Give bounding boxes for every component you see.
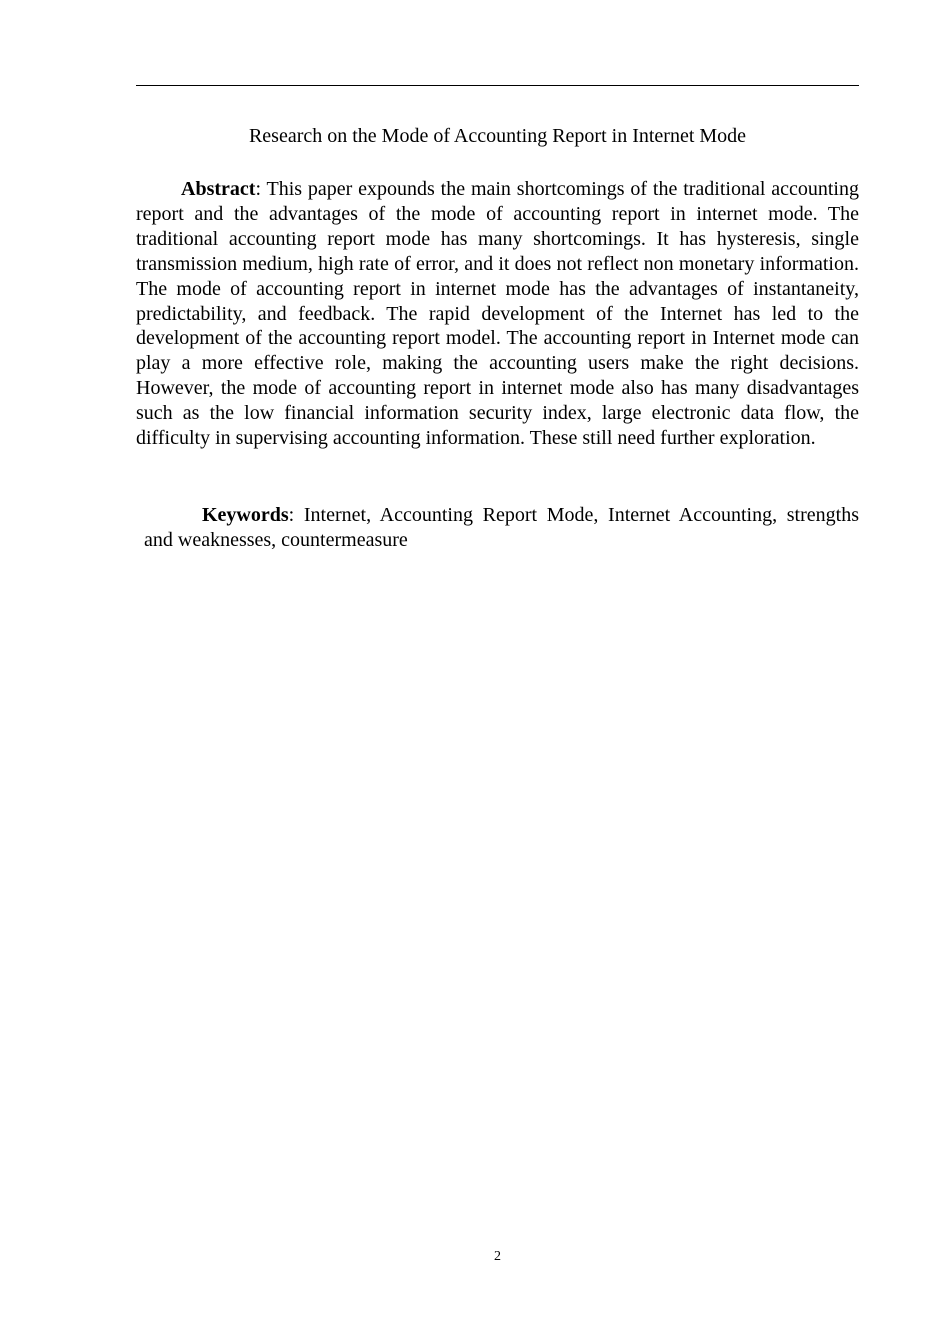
- keywords-paragraph: [144, 503, 859, 553]
- keywords-text: Internet, Accounting Report Mode, Internet Accounting, strengths and weaknesses, countermeasure: [144, 504, 859, 551]
- keywords-label: Keywords: [202, 504, 289, 526]
- paper-title: Research on the Mode of Accounting Report in Internet Mode: [248, 125, 747, 147]
- page-number: 2: [494, 1249, 501, 1264]
- abstract-paragraph: [136, 177, 859, 451]
- abstract-separator: :: [255, 178, 261, 200]
- abstract-label: Abstract: [181, 178, 256, 200]
- abstract-text: This paper expounds the main shortcomings of the traditional accounting report and the advantages of the mode of accounting report in internet mode. The traditional accounting report mode has many shortcomings. It has hysteresis, single transmission medium, high rate of error, and it does not reflect non monetary information. The mode of accounting report in internet mode has the advantages of instantaneity, predictability, and feedback. The rapid development of the Internet has led to the development of the accounting report model. The accounting report in Internet mode can play a more effective role, making the accounting users make the right decisions. However, the mode of accounting report in internet mode also has many disadvantages such as the low financial information security index, large electronic data flow, the difficulty in supervising accounting information. These still need further exploration.: [136, 178, 859, 450]
- header-rule: [136, 85, 859, 86]
- keywords-separator: :: [288, 504, 295, 526]
